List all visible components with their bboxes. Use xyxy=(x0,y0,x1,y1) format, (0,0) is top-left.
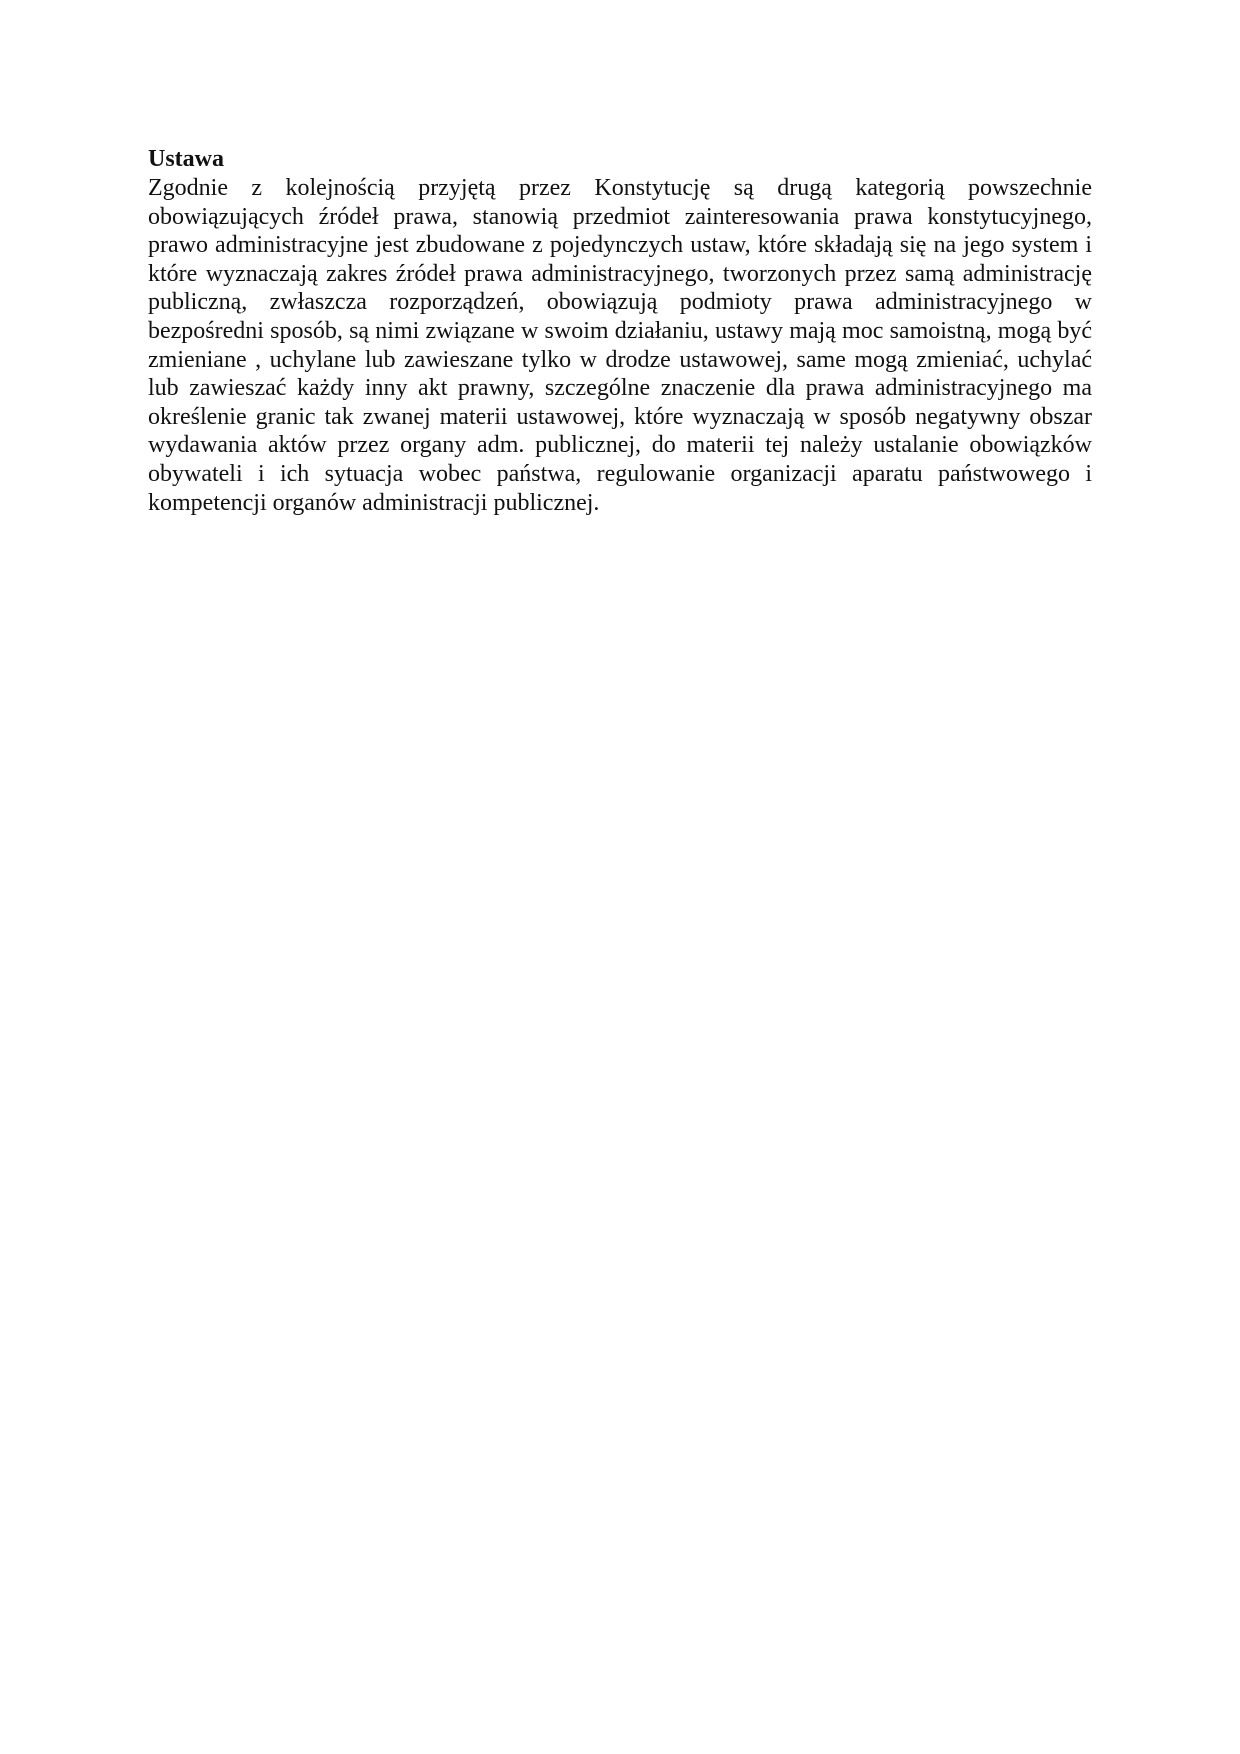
document-title: Ustawa xyxy=(148,146,224,172)
document-paragraph: Zgodnie z kolejnością przyjętą przez Konstytucję są drugą kategorią powszechnie obowiązujących źródeł prawa, stanowią przedmiot zainteresowania prawa konstytucyjnego, prawo administracyjne jest zbudowane z pojedynczych ustaw, które składają się na jego system i które wyznaczają zakres źródeł prawa administracyjnego, tworzonych przez samą administrację publiczną, zwłaszcza rozporządzeń, obowiązują podmioty prawa administracyjnego w bezpośredni sposób, są nimi związane w swoim działaniu, ustawy mają moc samoistną, mogą być zmieniane , uchylane lub zawieszane tylko w drodze ustawowej, same mogą zmieniać, uchylać lub zawieszać każdy inny akt prawny, szczególne znaczenie dla prawa administracyjnego ma określenie granic tak zwanej materii ustawowej, które wyznaczają w sposób negatywny obszar wydawania aktów przez organy adm. publicznej, do materii tej należy ustalanie obowiązków obywateli i ich sytuacja wobec państwa, regulowanie organizacji aparatu państwowego i kompetencji organów administracji publicznej. xyxy=(148,175,1092,516)
document-content xyxy=(148,145,1092,517)
